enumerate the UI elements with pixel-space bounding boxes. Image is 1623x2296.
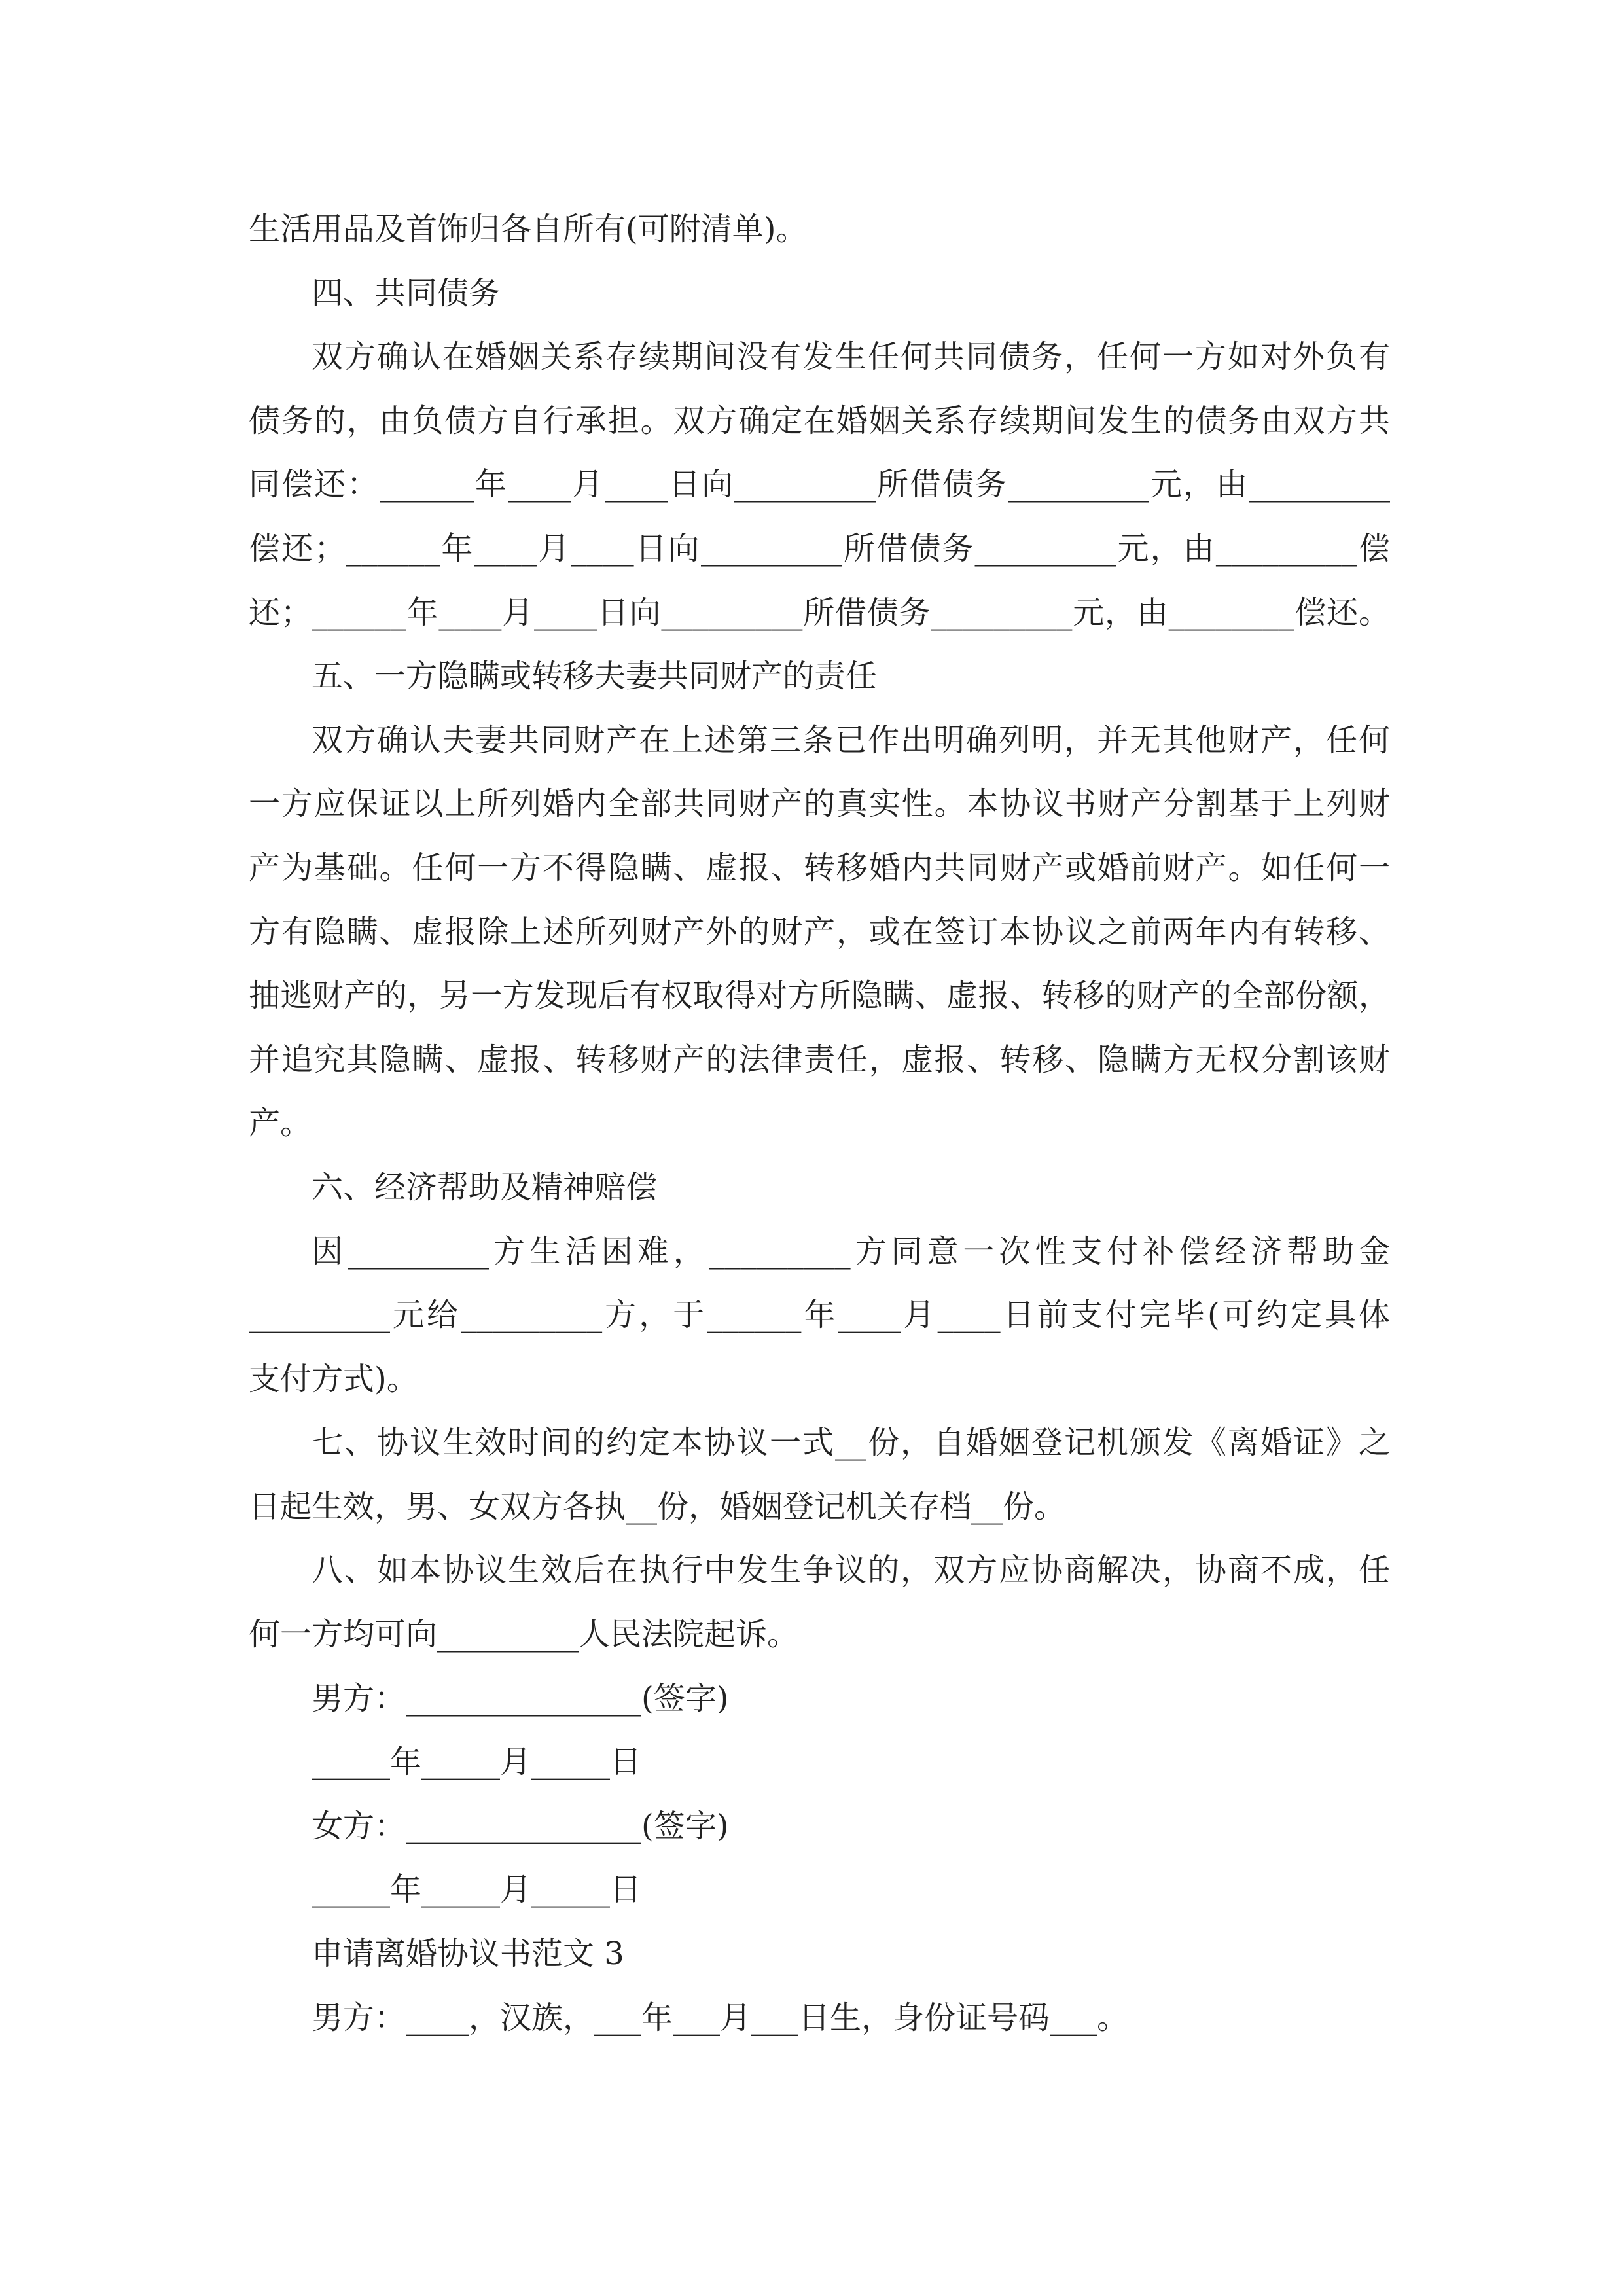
section-5-body-line: 一方应保证以上所列婚内全部共同财产的真实性。本协议书财产分割基于上列财 (249, 785, 1390, 823)
carryover-line: 生活用品及首饰归各自所有(可附清单)。 (249, 211, 808, 247)
section-5-heading: 五、一方隐瞒或转移夫妻共同财产的责任 (312, 658, 878, 695)
section-7-body-line: 七、协议生效时间的约定本协议一式__份，自婚姻登记机颁发《离婚证》之 (312, 1424, 1390, 1462)
document-body (249, 198, 1390, 2050)
section-4-body-line: 双方确认在婚姻关系存续期间没有发生任何共同债务，任何一方如对外负有 (312, 338, 1390, 376)
female-signature-date: _____年_____月_____日 (312, 1871, 642, 1909)
section-5-body-line: 并追究其隐瞒、虚报、转移财产的法律责任，虚报、转移、隐瞒方无权分割该财 (249, 1041, 1390, 1078)
section-6-heading: 六、经济帮助及精神赔偿 (312, 1168, 658, 1206)
section-4-body-line: 同偿还：______年____月____日向_________所借债务_________元，由_________ (249, 466, 1390, 503)
section-8-body-line: 何一方均可向_________人民法院起诉。 (249, 1616, 799, 1653)
section-4-body-line: 还；______年____月____日向_________所借债务_________元，由________偿还。 (249, 594, 1390, 631)
section-5-body-line: 产。 (249, 1105, 312, 1142)
section-6-body-line: 因_________方生活困难，_________方同意一次性支付补偿经济帮助金 (312, 1232, 1390, 1270)
section-4-heading: 四、共同债务 (312, 274, 501, 312)
section-6-body-line: 支付方式)。 (249, 1360, 418, 1397)
section-5-body-line: 抽逃财产的，另一方发现后有权取得对方所隐瞒、虚报、转移的财产的全部份额， (249, 977, 1390, 1014)
section-5-body-line: 方有隐瞒、虚报除上述所列财产外的财产，或在签订本协议之前两年内有转移、 (249, 913, 1390, 950)
section-7-body-line: 日起生效，男、女双方各执__份，婚姻登记机关存档__份。 (249, 1488, 1066, 1525)
male-signature-date: _____年_____月_____日 (312, 1744, 642, 1781)
section-4-body-line: 债务的，由负债方自行承担。双方确定在婚姻关系存续期间发生的债务由双方共 (249, 402, 1390, 439)
next-sample-title: 申请离婚协议书范文 3 (312, 1935, 624, 1973)
section-4-body-line: 偿还；______年____月____日向_________所借债务_________元，由_________偿 (249, 529, 1390, 567)
section-5-body-line: 双方确认夫妻共同财产在上述第三条已作出明确列明，并无其他财产，任何 (312, 721, 1390, 759)
male-signature-line: 男方：_______________(签字) (312, 1679, 729, 1717)
section-5-body-line: 产为基础。任何一方不得隐瞒、虚报、转移婚内共同财产或婚前财产。如任何一 (249, 849, 1390, 886)
section-6-body-line: _________元给_________方，于______年____月____日前支付完毕(可约定具体 (249, 1297, 1390, 1334)
section-8-body-line: 八、如本协议生效后在执行中发生争议的，双方应协商解决，协商不成，任 (312, 1552, 1390, 1589)
next-sample-first-line: 男方：____，汉族，___年___月___日生，身份证号码___。 (312, 1999, 1129, 2036)
female-signature-line: 女方：_______________(签字) (312, 1807, 729, 1844)
